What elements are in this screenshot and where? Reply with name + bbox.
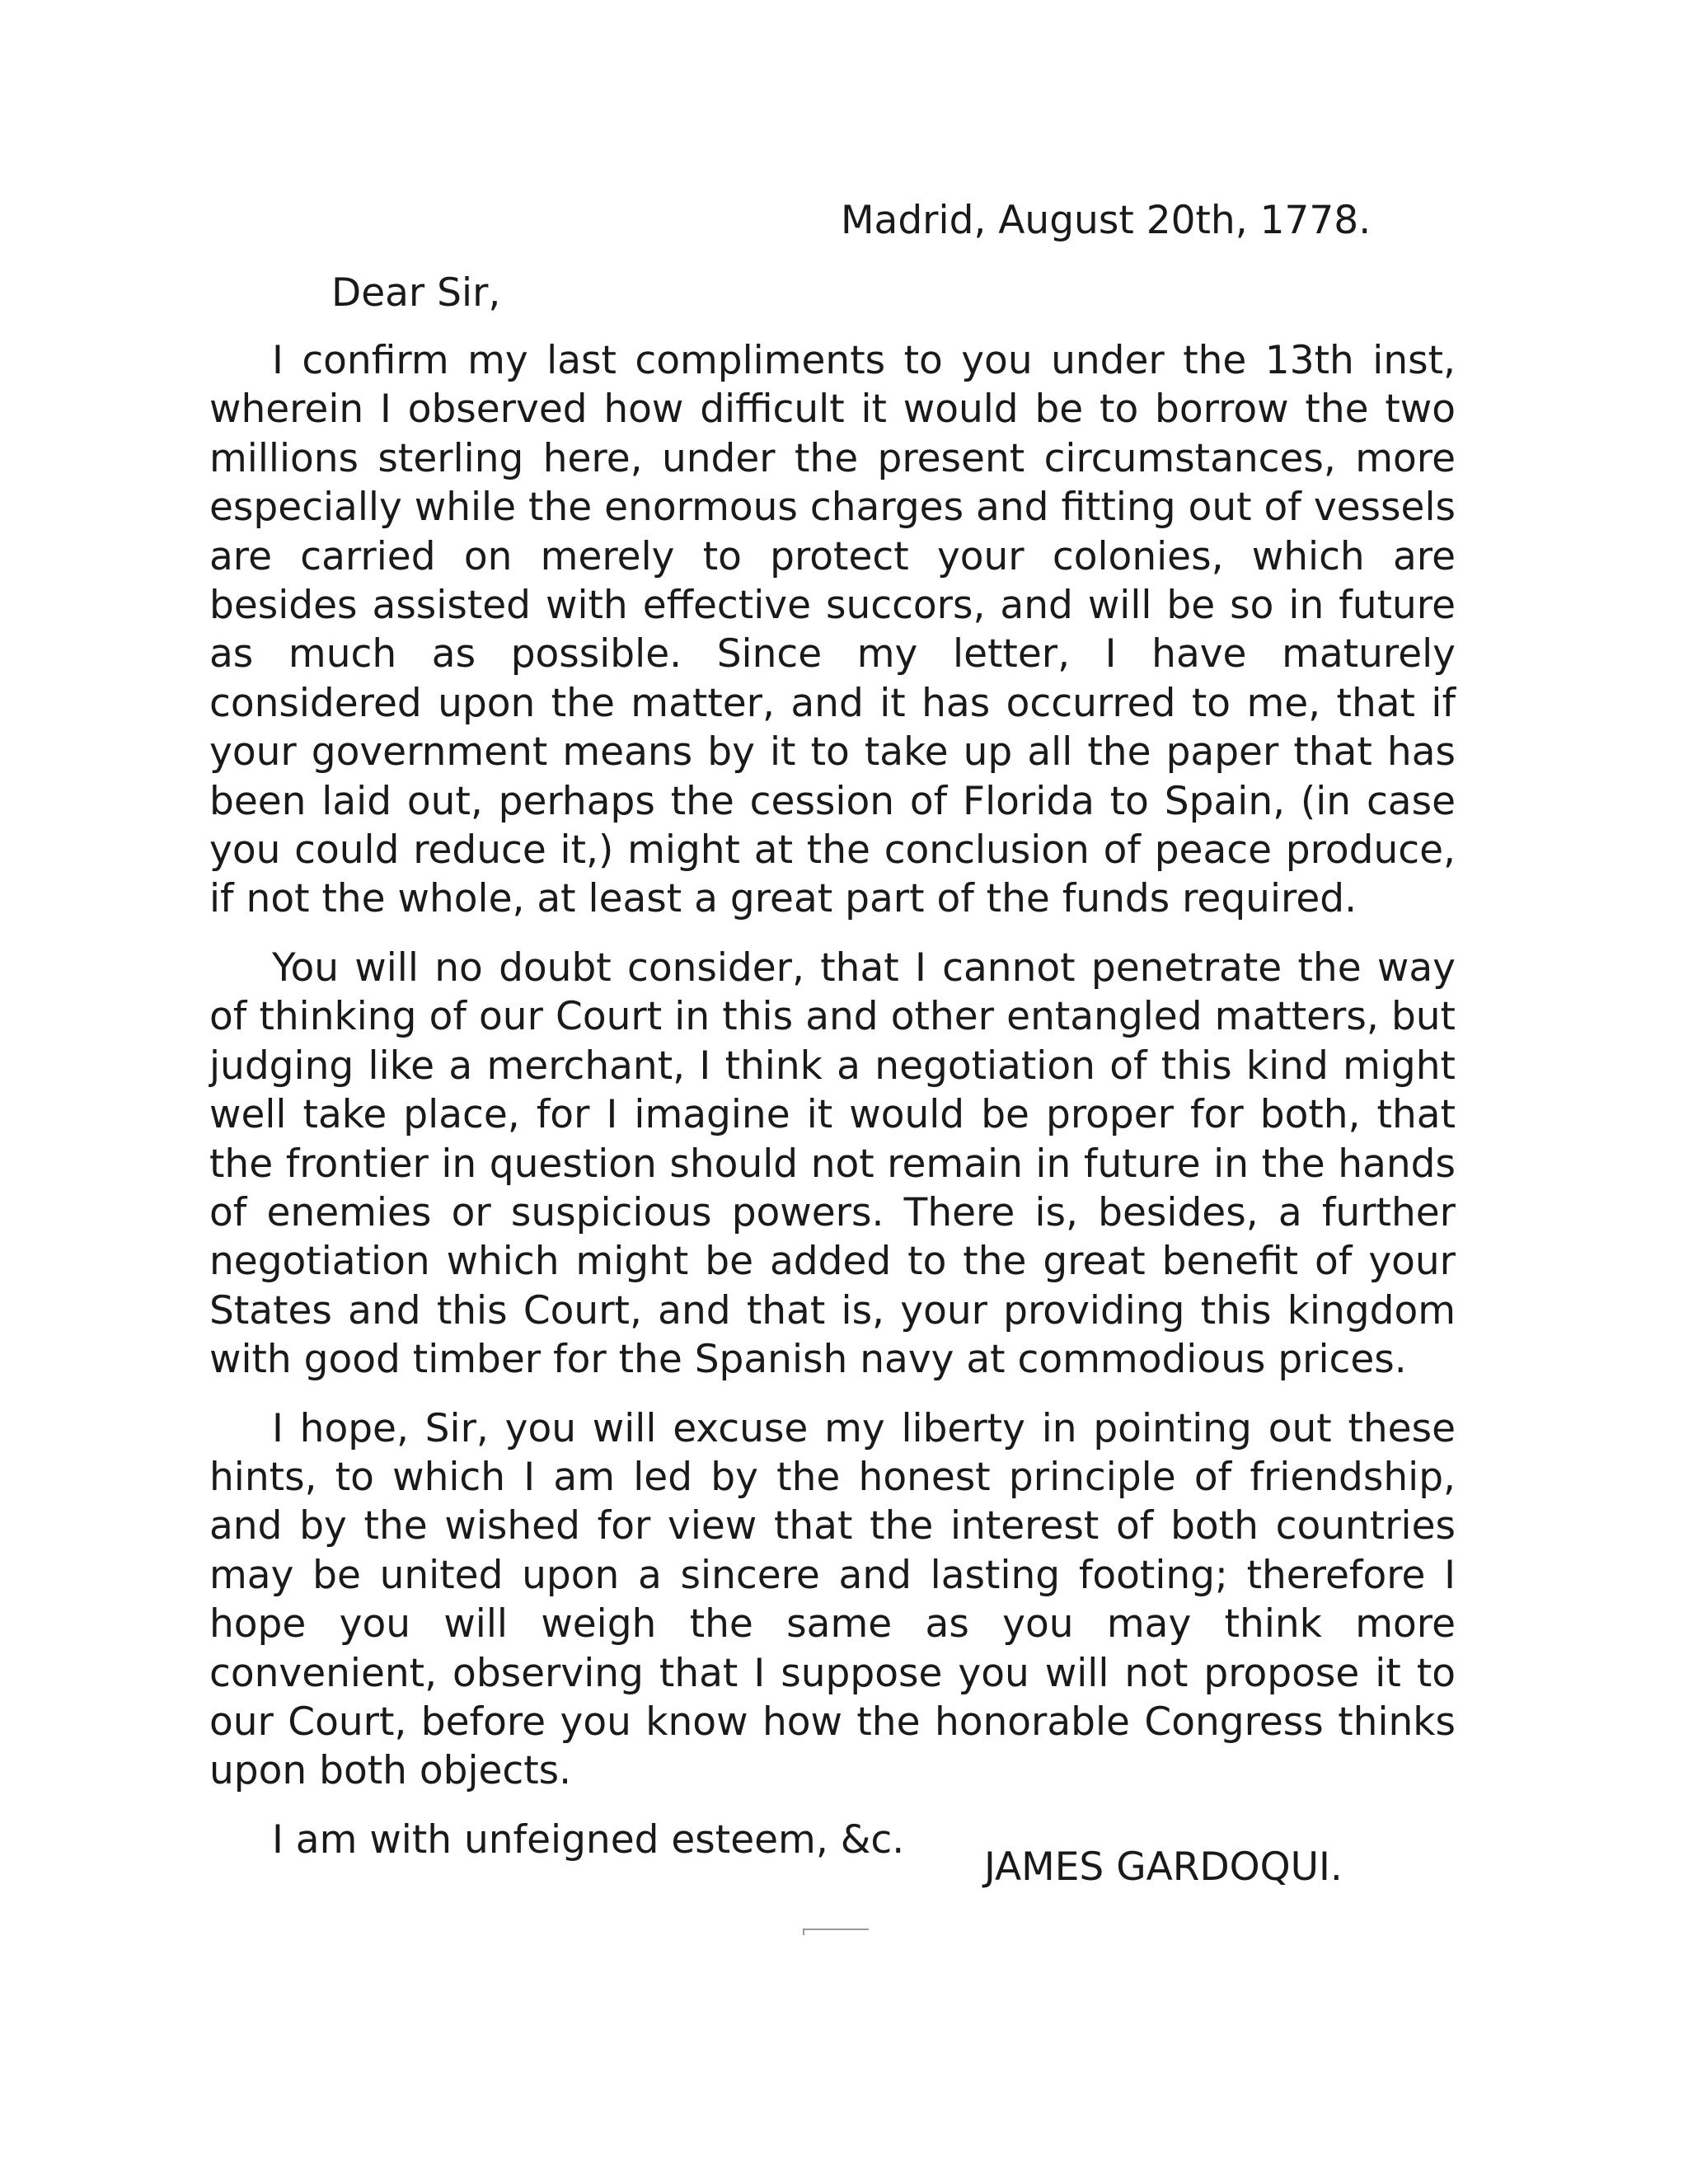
letter-salutation: Dear Sir, bbox=[331, 270, 501, 316]
letter-paragraph: I hope, Sir, you will excuse my liberty in pointing out these hints, to which I am led by the honest principle of friendship, and by the wished for view that the interest of both countries may be united upon a sincere and lasting footing; therefore I hope you will weigh the same as you may think more convenient, observing that I suppose you will not propose it to our Court, before you know how the honorable Congress thinks upon both objects. bbox=[209, 1405, 1456, 1794]
letter-signature: JAMES GARDOQUI. bbox=[984, 1844, 1343, 1890]
letter-paragraph: I confirm my last compliments to you under the 13th inst, wherein I observed how difficult it would be to borrow the two millions sterling here, under the present circumstances, more especially while the enormous charges and fitting out of vessels are carried on merely to protect your colonies, which are besides assisted with effective succors, and will be so in future as much as possible. Since my letter, I have maturely considered upon the matter, and it has occurred to me, that if your government means by it to take up all the paper that has been laid out, perhaps the cession of Florida to Spain, (in case you could reduce it,) might at the conclusion of peace produce, if not the whole, at least a great part of the funds required. bbox=[209, 338, 1456, 922]
letter-body bbox=[209, 336, 1456, 1884]
letter-paragraph: You will no doubt consider, that I cannot penetrate the way of thinking of our Court in this and other entangled matters, but judging like a merchant, I think a negotiation of this kind might well take place, for I imagine it would be proper for both, that the frontier in question should not remain in future in the hands of enemies or suspicious powers. There is, besides, a further negotiation which might be added to the great benefit of your States and this Court, and that is, your providing this kingdom with good timber for the Spanish navy at commodious prices. bbox=[209, 944, 1456, 1383]
letter-dateline: Madrid, August 20th, 1778. bbox=[841, 198, 1372, 243]
page-mark-divider bbox=[803, 1929, 869, 1935]
letter-closing: I am with unfeigned esteem, &c. bbox=[272, 1816, 905, 1863]
